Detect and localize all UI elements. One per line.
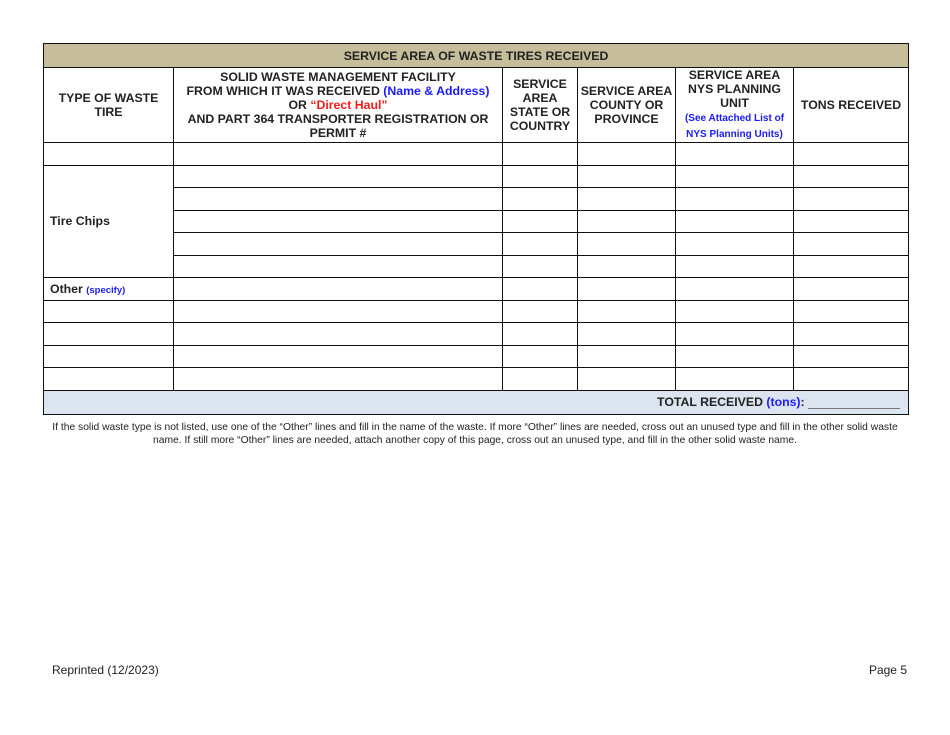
cell[interactable] — [503, 143, 578, 166]
header-county: SERVICE AREA COUNTY OR PROVINCE — [578, 68, 676, 143]
header-facility: SOLID WASTE MANAGEMENT FACILITY FROM WHICH IT WAS RECEIVED (Name & Address) OR “Direct Haul” AND PART 364 TRANSPORTER REGISTRATION OR PERMIT # — [174, 68, 503, 143]
table-row — [44, 345, 909, 368]
cell[interactable] — [676, 143, 794, 166]
cell[interactable] — [174, 210, 503, 233]
cell[interactable] — [676, 300, 794, 323]
page-number: Page 5 — [868, 663, 907, 677]
cell[interactable] — [794, 278, 909, 301]
cell[interactable] — [794, 233, 909, 256]
cell[interactable] — [503, 323, 578, 346]
cell[interactable] — [174, 143, 503, 166]
cell[interactable] — [676, 188, 794, 211]
cell[interactable] — [503, 345, 578, 368]
cell[interactable] — [676, 165, 794, 188]
cell[interactable] — [174, 255, 503, 278]
cell[interactable] — [503, 255, 578, 278]
cell[interactable] — [44, 368, 174, 391]
table-row — [44, 143, 909, 166]
table-row — [44, 300, 909, 323]
cell[interactable] — [174, 278, 503, 301]
total-received-row: TOTAL RECEIVED (tons): — [44, 390, 909, 414]
table-row — [44, 323, 909, 346]
cell[interactable] — [44, 323, 174, 346]
cell[interactable] — [794, 345, 909, 368]
cell[interactable] — [578, 345, 676, 368]
cell[interactable] — [174, 165, 503, 188]
total-tons-field[interactable] — [808, 396, 900, 409]
cell[interactable] — [44, 345, 174, 368]
header-tons: TONS RECEIVED — [794, 68, 909, 143]
cell[interactable] — [174, 323, 503, 346]
tire-chips-label: Tire Chips — [44, 165, 174, 278]
cell[interactable] — [174, 233, 503, 256]
cell[interactable] — [676, 210, 794, 233]
cell[interactable] — [503, 233, 578, 256]
cell[interactable] — [503, 165, 578, 188]
table-row — [44, 368, 909, 391]
table-row — [44, 255, 909, 278]
table-title: SERVICE AREA OF WASTE TIRES RECEIVED — [44, 44, 909, 68]
other-label: Other (specify) — [44, 278, 174, 301]
cell[interactable] — [174, 368, 503, 391]
cell[interactable] — [503, 278, 578, 301]
cell[interactable] — [794, 143, 909, 166]
header-type: TYPE OF WASTE TIRE — [44, 68, 174, 143]
cell[interactable] — [578, 368, 676, 391]
cell[interactable] — [676, 345, 794, 368]
cell[interactable] — [578, 210, 676, 233]
cell[interactable] — [794, 255, 909, 278]
cell[interactable] — [503, 368, 578, 391]
cell[interactable] — [676, 233, 794, 256]
cell[interactable] — [794, 368, 909, 391]
reprint-date: Reprinted (12/2023) — [52, 663, 159, 677]
cell[interactable] — [578, 278, 676, 301]
cell[interactable] — [578, 165, 676, 188]
cell[interactable] — [44, 143, 174, 166]
cell[interactable] — [578, 255, 676, 278]
cell[interactable] — [578, 143, 676, 166]
header-nys: SERVICE AREA NYS PLANNING UNIT (See Attached List of NYS Planning Units) — [676, 68, 794, 143]
cell[interactable] — [174, 300, 503, 323]
cell[interactable] — [794, 210, 909, 233]
cell[interactable] — [794, 323, 909, 346]
header-state: SERVICE AREA STATE OR COUNTRY — [503, 68, 578, 143]
table-row — [44, 210, 909, 233]
cell[interactable] — [578, 233, 676, 256]
table-row — [44, 233, 909, 256]
cell[interactable] — [44, 300, 174, 323]
cell[interactable] — [174, 345, 503, 368]
instructions-note: If the solid waste type is not listed, use one of the “Other” lines and fill in the name of the waste. If more “Other” lines are needed, cross out an unused type and fill in the other solid waste name. If still more “Other” lines are needed, attach another copy of this page, cross out an unused type, and fill in the other solid waste name. — [52, 422, 898, 446]
cell[interactable] — [578, 323, 676, 346]
cell[interactable] — [503, 210, 578, 233]
cell[interactable] — [676, 255, 794, 278]
cell[interactable] — [578, 188, 676, 211]
cell[interactable] — [676, 368, 794, 391]
table-row — [44, 165, 909, 188]
cell[interactable] — [578, 300, 676, 323]
cell[interactable] — [676, 323, 794, 346]
cell[interactable] — [503, 300, 578, 323]
cell[interactable] — [174, 188, 503, 211]
cell[interactable] — [503, 188, 578, 211]
cell[interactable] — [794, 300, 909, 323]
cell[interactable] — [794, 165, 909, 188]
table-row — [44, 278, 909, 301]
table-row — [44, 188, 909, 211]
waste-tires-table — [43, 43, 909, 415]
cell[interactable] — [676, 278, 794, 301]
cell[interactable] — [794, 188, 909, 211]
